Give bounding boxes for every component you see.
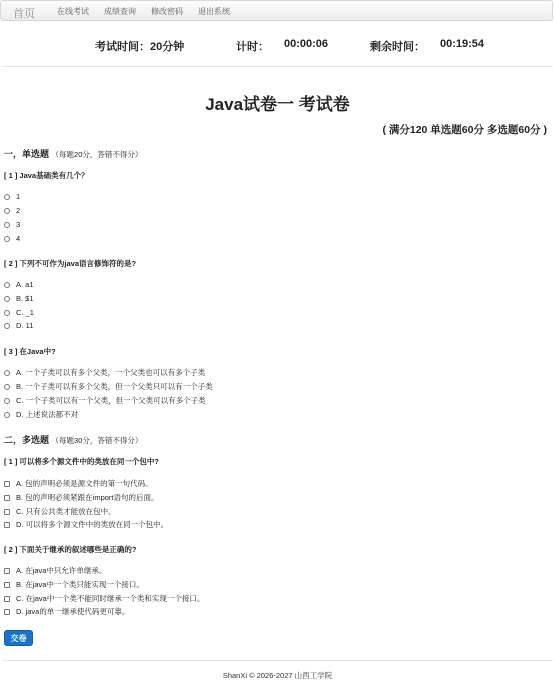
checkbox[interactable] bbox=[4, 522, 10, 528]
radio-button[interactable] bbox=[4, 384, 10, 390]
question-title: [ 1 ] Java基础类有几个？ bbox=[4, 171, 89, 180]
section-title: 一，单选题 bbox=[4, 149, 50, 159]
divider bbox=[2, 66, 553, 67]
divider bbox=[2, 660, 553, 661]
question-title: [ 3 ] 在Java中? bbox=[4, 347, 56, 356]
option-label: B. 在java中一个类只能实现一个接口。 bbox=[16, 580, 144, 589]
option-label: C. _1 bbox=[16, 308, 34, 317]
section-title: 二，多选题 bbox=[4, 435, 50, 445]
nav-change-password-link[interactable]: 修改密码 bbox=[151, 7, 183, 16]
option-label: A. 一个子类可以有多个父类，一个父类也可以有多个子类 bbox=[16, 368, 206, 377]
option[interactable] bbox=[4, 409, 78, 420]
option-label: D. 可以将多个源文件中的类放在同一个包中。 bbox=[16, 520, 169, 529]
option-label: 2 bbox=[16, 206, 21, 215]
option[interactable] bbox=[4, 367, 205, 378]
remaining-label: 剩余时间： bbox=[370, 41, 425, 53]
option[interactable] bbox=[4, 308, 34, 317]
option[interactable] bbox=[4, 593, 204, 604]
footer-text: ShanXi © 2026-2027 山西工学院 bbox=[222, 671, 333, 680]
option-label: A. a1 bbox=[16, 280, 34, 289]
option[interactable] bbox=[4, 294, 34, 303]
question-title: [ 2 ] 下面关于继承的叙述哪些是正确的? bbox=[4, 545, 137, 554]
checkbox[interactable] bbox=[4, 596, 10, 602]
exam-duration: 考试时间：20分钟 bbox=[95, 41, 185, 53]
score-summary: ( 满分120 单选题60分 多选题60分 ) bbox=[382, 124, 547, 136]
radio-button[interactable] bbox=[4, 412, 10, 418]
question-title: [ 1 ] 可以将多个源文件中的类放在同一个包中? bbox=[4, 457, 159, 466]
option-label: B. 包的声明必须紧跟在import语句的后面。 bbox=[16, 493, 159, 502]
option[interactable] bbox=[4, 381, 213, 392]
question-title: [ 2 ] 下列不可作为java语言修饰符的是? bbox=[4, 259, 137, 268]
option-label: C. 只有公共类才能放在包中。 bbox=[16, 507, 116, 516]
option[interactable] bbox=[4, 519, 168, 530]
radio-button[interactable] bbox=[4, 222, 10, 228]
exam-title: Java试卷一 考试卷 bbox=[205, 95, 350, 114]
radio-button[interactable] bbox=[4, 236, 10, 242]
elapsed-label: 计时： bbox=[236, 41, 269, 53]
nav-logout-link[interactable]: 退出系统 bbox=[198, 7, 230, 16]
option-label: A. 在java中只允许单继承。 bbox=[16, 566, 107, 575]
option[interactable] bbox=[4, 395, 206, 406]
option[interactable] bbox=[4, 565, 106, 576]
option[interactable] bbox=[4, 192, 20, 201]
option[interactable] bbox=[4, 606, 129, 617]
option[interactable] bbox=[4, 492, 159, 503]
option-label: B. $1 bbox=[16, 294, 34, 303]
option[interactable] bbox=[4, 321, 33, 330]
option[interactable] bbox=[4, 206, 20, 215]
option-label: 3 bbox=[16, 220, 21, 229]
option-label: 4 bbox=[16, 234, 21, 243]
nav-home-link[interactable]: 首页 bbox=[13, 8, 35, 20]
option-label: B. 一个子类可以有多个父类，但一个父类只可以有一个子类 bbox=[16, 382, 213, 391]
nav-online-exam-link[interactable]: 在线考试 bbox=[57, 7, 89, 16]
option-label: C. 一个子类可以有一个父类，但一个父类可以有多个子类 bbox=[16, 396, 206, 405]
option[interactable] bbox=[4, 478, 153, 489]
checkbox[interactable] bbox=[4, 495, 10, 501]
option[interactable] bbox=[4, 220, 20, 229]
radio-button[interactable] bbox=[4, 370, 10, 376]
checkbox[interactable] bbox=[4, 609, 10, 615]
option-label: D. java的单一继承使代码更可靠。 bbox=[16, 607, 130, 616]
radio-button[interactable] bbox=[4, 323, 10, 329]
radio-button[interactable] bbox=[4, 282, 10, 288]
option-label: A. 包的声明必须是源文件的第一句代码。 bbox=[16, 479, 153, 488]
checkbox[interactable] bbox=[4, 481, 10, 487]
option[interactable] bbox=[4, 280, 34, 289]
checkbox[interactable] bbox=[4, 509, 10, 515]
option-label: D. 11 bbox=[16, 321, 34, 330]
section-note: （每题20分，答错不得分） bbox=[51, 150, 143, 159]
option[interactable] bbox=[4, 234, 20, 243]
checkbox[interactable] bbox=[4, 582, 10, 588]
remaining-value: 00:19:54 bbox=[440, 38, 485, 50]
option-label: D. 上述说法都不对 bbox=[16, 410, 79, 419]
radio-button[interactable] bbox=[4, 310, 10, 316]
option[interactable] bbox=[4, 506, 116, 517]
section-heading-single bbox=[4, 147, 142, 160]
submit-button[interactable]: 交卷 bbox=[4, 630, 33, 646]
radio-button[interactable] bbox=[4, 194, 10, 200]
elapsed-value: 00:00:06 bbox=[284, 38, 329, 50]
radio-button[interactable] bbox=[4, 296, 10, 302]
radio-button[interactable] bbox=[4, 398, 10, 404]
section-heading-multiple bbox=[4, 433, 142, 446]
option-label: 1 bbox=[16, 192, 21, 201]
radio-button[interactable] bbox=[4, 208, 10, 214]
option-label: C. 在java中一个类不能同时继承一个类和实现一个接口。 bbox=[16, 594, 205, 603]
top-navbar bbox=[0, 0, 553, 21]
nav-score-query-link[interactable]: 成绩查询 bbox=[104, 7, 136, 16]
checkbox[interactable] bbox=[4, 568, 10, 574]
section-note: （每题30分，答错不得分） bbox=[51, 436, 143, 445]
option[interactable] bbox=[4, 579, 144, 590]
